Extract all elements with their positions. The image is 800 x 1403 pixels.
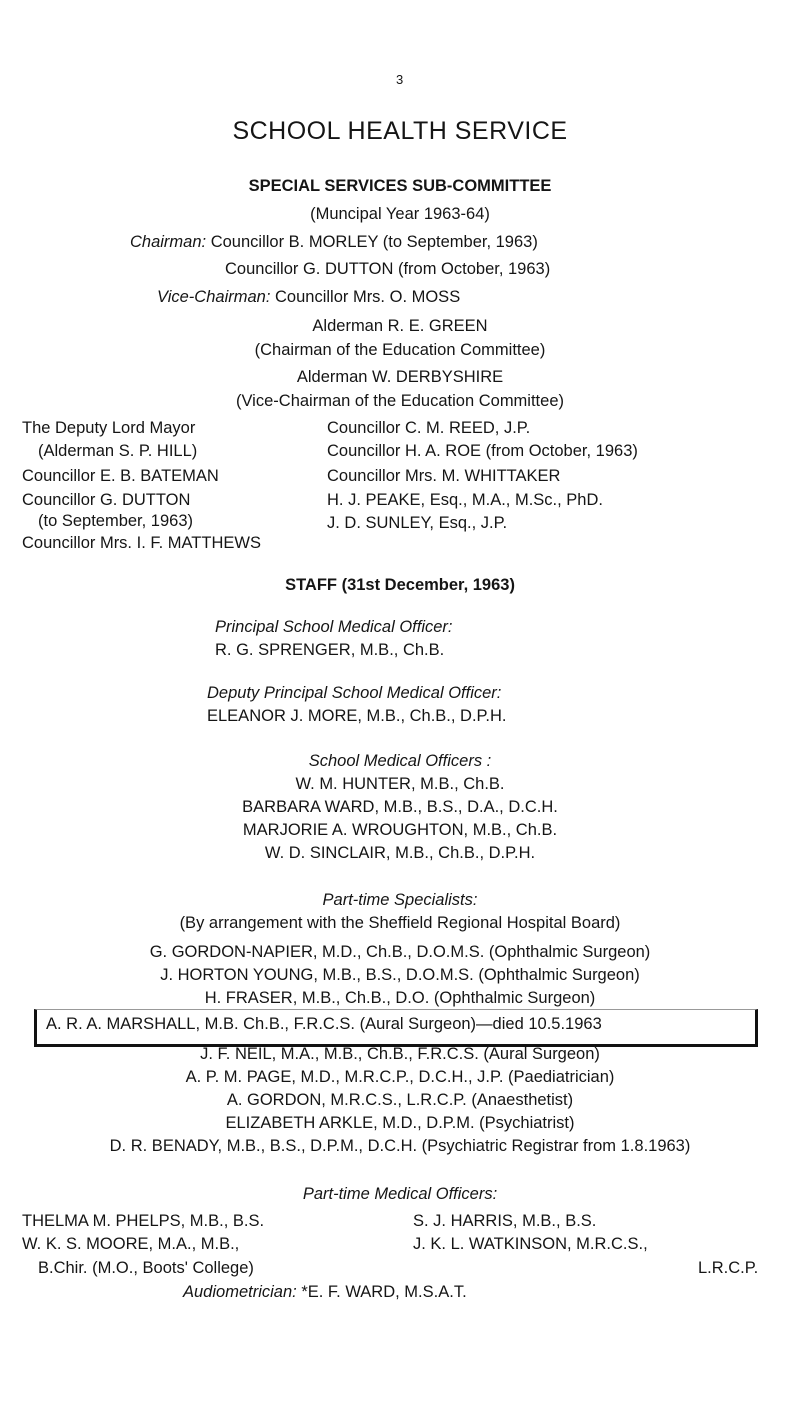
members-left-4: Councillor G. DUTTON — [22, 491, 191, 509]
pts-1: G. GORDON-NAPIER, M.D., Ch.B., D.O.M.S. (Ophthalmic Surgeon) — [149, 943, 651, 961]
dpso-label: Deputy Principal School Medical Officer: — [207, 684, 502, 702]
smo-2: BARBARA WARD, M.B., B.S., D.A., D.C.H. — [242, 798, 558, 816]
audiometrician-label: Audiometrician: — [183, 1283, 297, 1301]
staff-heading: STAFF (31st December, 1963) — [285, 576, 515, 594]
vice-chairman-line — [157, 287, 460, 307]
audiometrician-line — [183, 1282, 467, 1302]
smo-label: School Medical Officers : — [308, 752, 492, 770]
ptmo-left-1: THELMA M. PHELPS, M.B., B.S. — [22, 1212, 265, 1230]
page-title: SCHOOL HEALTH SERVICE — [232, 117, 568, 145]
pts-5: J. F. NEIL, M.A., M.B., Ch.B., F.R.C.S. (Aural Surgeon) — [200, 1045, 600, 1063]
members-left-3: Councillor E. B. BATEMAN — [22, 467, 219, 485]
members-right-5: J. D. SUNLEY, Esq., J.P. — [327, 514, 508, 532]
ptmo-label: Part-time Medical Officers: — [302, 1185, 498, 1203]
members-right-4: H. J. PEAKE, Esq., M.A., M.Sc., PhD. — [327, 491, 603, 509]
chairman-line-2: Councillor G. DUTTON (from October, 1963) — [225, 260, 551, 278]
page-number: 3 — [396, 72, 404, 87]
pts-3: H. FRASER, M.B., Ch.B., D.O. (Ophthalmic Surgeon) — [204, 989, 596, 1007]
alderman-green: Alderman R. E. GREEN — [312, 317, 488, 335]
pts-label: Part-time Specialists: — [322, 891, 478, 909]
pts-7: A. GORDON, M.R.C.S., L.R.C.P. (Anaesthetist) — [226, 1091, 574, 1109]
chairman-line-1 — [130, 232, 538, 252]
chairman-label: Chairman: — [130, 233, 207, 251]
pts-2: J. HORTON YOUNG, M.B., B.S., D.O.M.S. (Ophthalmic Surgeon) — [160, 966, 640, 984]
pts-8: ELIZABETH ARKLE, M.D., D.P.M. (Psychiatrist) — [225, 1114, 575, 1132]
alderman-derbyshire: Alderman W. DERBYSHIRE — [296, 368, 504, 386]
ptmo-right-1: S. J. HARRIS, M.B., B.S. — [413, 1212, 597, 1230]
members-right-2: Councillor H. A. ROE (from October, 1963) — [327, 442, 638, 460]
alderman-derbyshire-role: (Vice-Chairman of the Education Committee) — [235, 392, 564, 410]
alderman-green-role: (Chairman of the Education Committee) — [254, 341, 546, 359]
members-left-6: Councillor Mrs. I. F. MATTHEWS — [22, 534, 261, 552]
members-left-2: (Alderman S. P. HILL) — [38, 442, 198, 460]
pts-9: D. R. BENADY, M.B., B.S., D.P.M., D.C.H. (Psychiatric Registrar from 1.8.1963) — [109, 1137, 691, 1155]
ptmo-right-3: L.R.C.P. — [698, 1259, 759, 1277]
audiometrician-name: *E. F. WARD, M.S.A.T. — [301, 1283, 467, 1301]
ptmo-left-3: B.Chir. (M.O., Boots' College) — [38, 1259, 254, 1277]
pts-6: A. P. M. PAGE, M.D., M.R.C.P., D.C.H., J.P. (Paediatrician) — [185, 1068, 615, 1086]
smo-3: MARJORIE A. WROUGHTON, M.B., Ch.B. — [242, 821, 558, 839]
smo-1: W. M. HUNTER, M.B., Ch.B. — [295, 775, 505, 793]
pts-note: (By arrangement with the Sheffield Regional Hospital Board) — [179, 914, 621, 932]
ptmo-left-2: W. K. S. MOORE, M.A., M.B., — [22, 1235, 240, 1253]
pts-4: A. R. A. MARSHALL, M.B. Ch.B., F.R.C.S. (Aural Surgeon)—died 10.5.1963 — [46, 1015, 602, 1033]
pso-name: R. G. SPRENGER, M.B., Ch.B. — [215, 641, 445, 659]
vice-chairman-label: Vice-Chairman: — [157, 288, 271, 306]
members-right-1: Councillor C. M. REED, J.P. — [327, 419, 531, 437]
members-left-5: (to September, 1963) — [38, 512, 194, 530]
smo-4: W. D. SINCLAIR, M.B., Ch.B., D.P.H. — [264, 844, 536, 862]
ptmo-right-2: J. K. L. WATKINSON, M.R.C.S., — [413, 1235, 648, 1253]
chairman-name-1: Councillor B. MORLEY (to September, 1963) — [210, 233, 538, 251]
vice-chairman-name: Councillor Mrs. O. MOSS — [275, 288, 461, 306]
pso-label: Principal School Medical Officer: — [215, 618, 453, 636]
municipal-year: (Muncipal Year 1963-64) — [310, 205, 490, 223]
members-right-3: Councillor Mrs. M. WHITTAKER — [327, 467, 561, 485]
dpso-name: ELEANOR J. MORE, M.B., Ch.B., D.P.H. — [207, 707, 507, 725]
members-left-1: The Deputy Lord Mayor — [22, 419, 196, 437]
subcommittee-heading: SPECIAL SERVICES SUB-COMMITTEE — [248, 177, 552, 195]
